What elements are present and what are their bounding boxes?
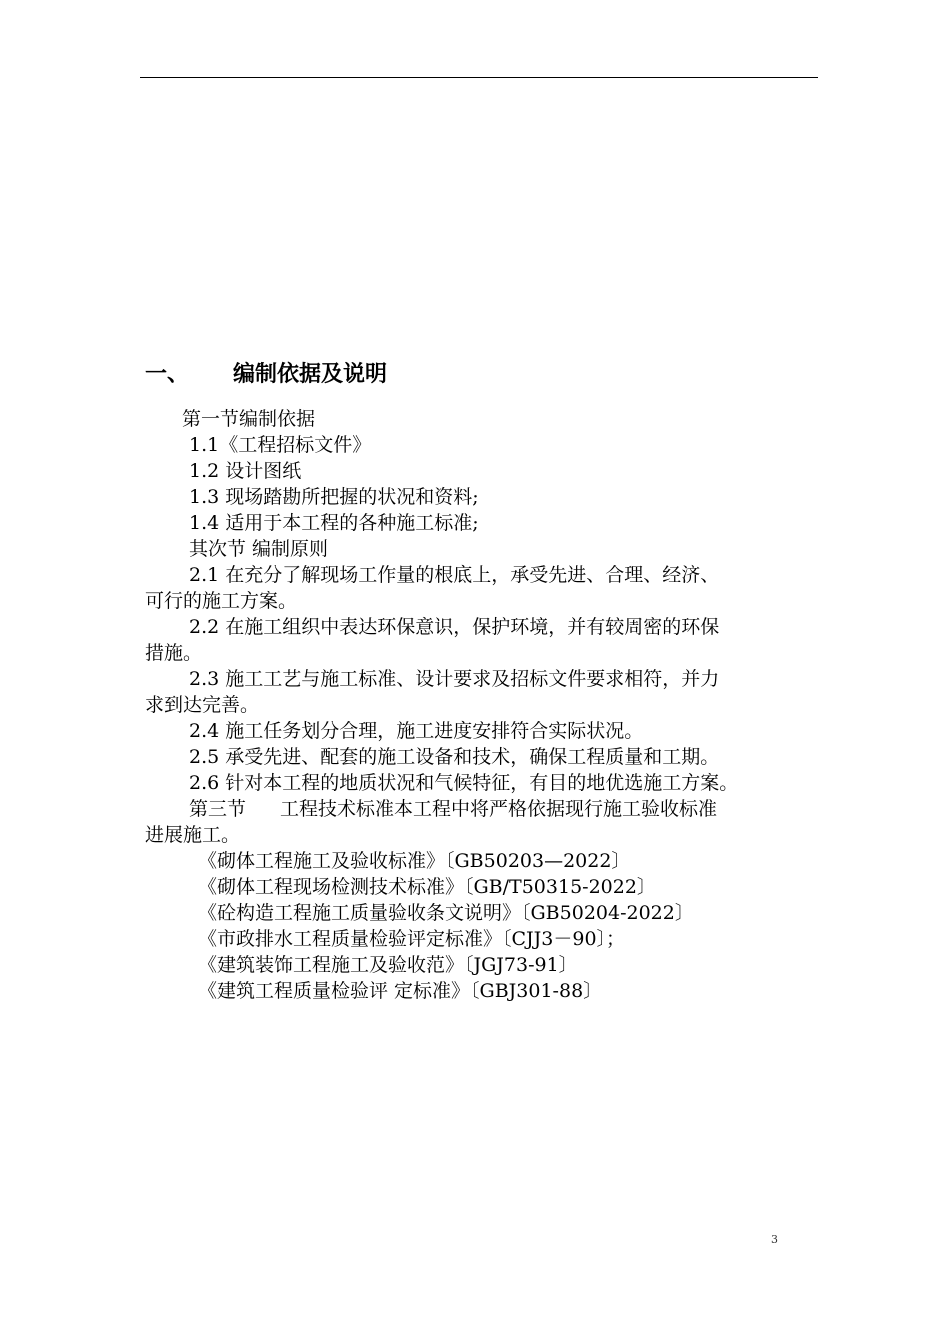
header-rule	[140, 77, 818, 78]
heading-title: 编制依据及说明	[233, 362, 388, 387]
standard-item: 《砼构造工程施工质量验收条文说明》〔GB50204-2022〕	[198, 902, 694, 924]
principle-2-1-line2: 可行的施工方案。	[145, 590, 298, 612]
basis-item: 1.4 适用于本工程的各种施工标准;	[189, 512, 479, 534]
heading-number: 一、	[145, 362, 190, 387]
basis-item: 1.1《工程招标文件》	[189, 434, 372, 456]
principle-2-4: 2.4 施工任务划分合理，施工进度安排符合实际状况。	[189, 720, 644, 742]
principle-2-5: 2.5 承受先进、配套的施工设备和技术，确保工程质量和工期。	[189, 746, 720, 768]
principle-2-3-line1: 2.3 施工工艺与施工标准、设计要求及招标文件要求相符，并力	[189, 668, 720, 690]
basis-item: 1.2 设计图纸	[189, 460, 302, 482]
standard-item: 《市政排水工程质量检验评定标准》〔CJJ3－90〕；	[198, 928, 626, 950]
principle-2-3-line2: 求到达完善。	[145, 694, 260, 716]
standard-item: 《砌体工程施工及验收标准》〔GB50203—2022〕	[198, 850, 631, 872]
basis-item: 1.3 现场踏勘所把握的状况和资料;	[189, 486, 479, 508]
section2-title: 其次节 编制原则	[189, 538, 329, 560]
standard-item: 《建筑装饰工程施工及验收范》〔JGJ73-91〕	[198, 954, 578, 976]
document-body	[145, 406, 825, 1004]
standard-item: 《砌体工程现场检测技术标准》〔GB/T50315-2022〕	[198, 876, 656, 898]
section3-line2: 进展施工。	[145, 824, 241, 846]
section3-text: 工程技术标准本工程中将严格依据现行施工验收标准	[280, 798, 718, 820]
section3-label: 第三节	[189, 798, 247, 820]
section3-line1	[145, 796, 825, 822]
principle-2-2-line1: 2.2 在施工组织中表达环保意识，保护环境，并有较周密的环保	[189, 616, 720, 638]
section1-title: 第一节编制依据	[182, 408, 316, 430]
section-heading	[145, 358, 387, 392]
principle-2-1-line1: 2.1 在充分了解现场工作量的根底上，承受先进、合理、经济、	[189, 564, 720, 586]
page-number: 3	[771, 1233, 778, 1246]
standard-item: 《建筑工程质量检验评 定标准》〔GBJ301-88〕	[198, 980, 603, 1002]
principle-2-6: 2.6 针对本工程的地质状况和气候特征，有目的地优选施工方案。	[189, 772, 739, 794]
principle-2-2-line2: 措施。	[145, 642, 203, 664]
